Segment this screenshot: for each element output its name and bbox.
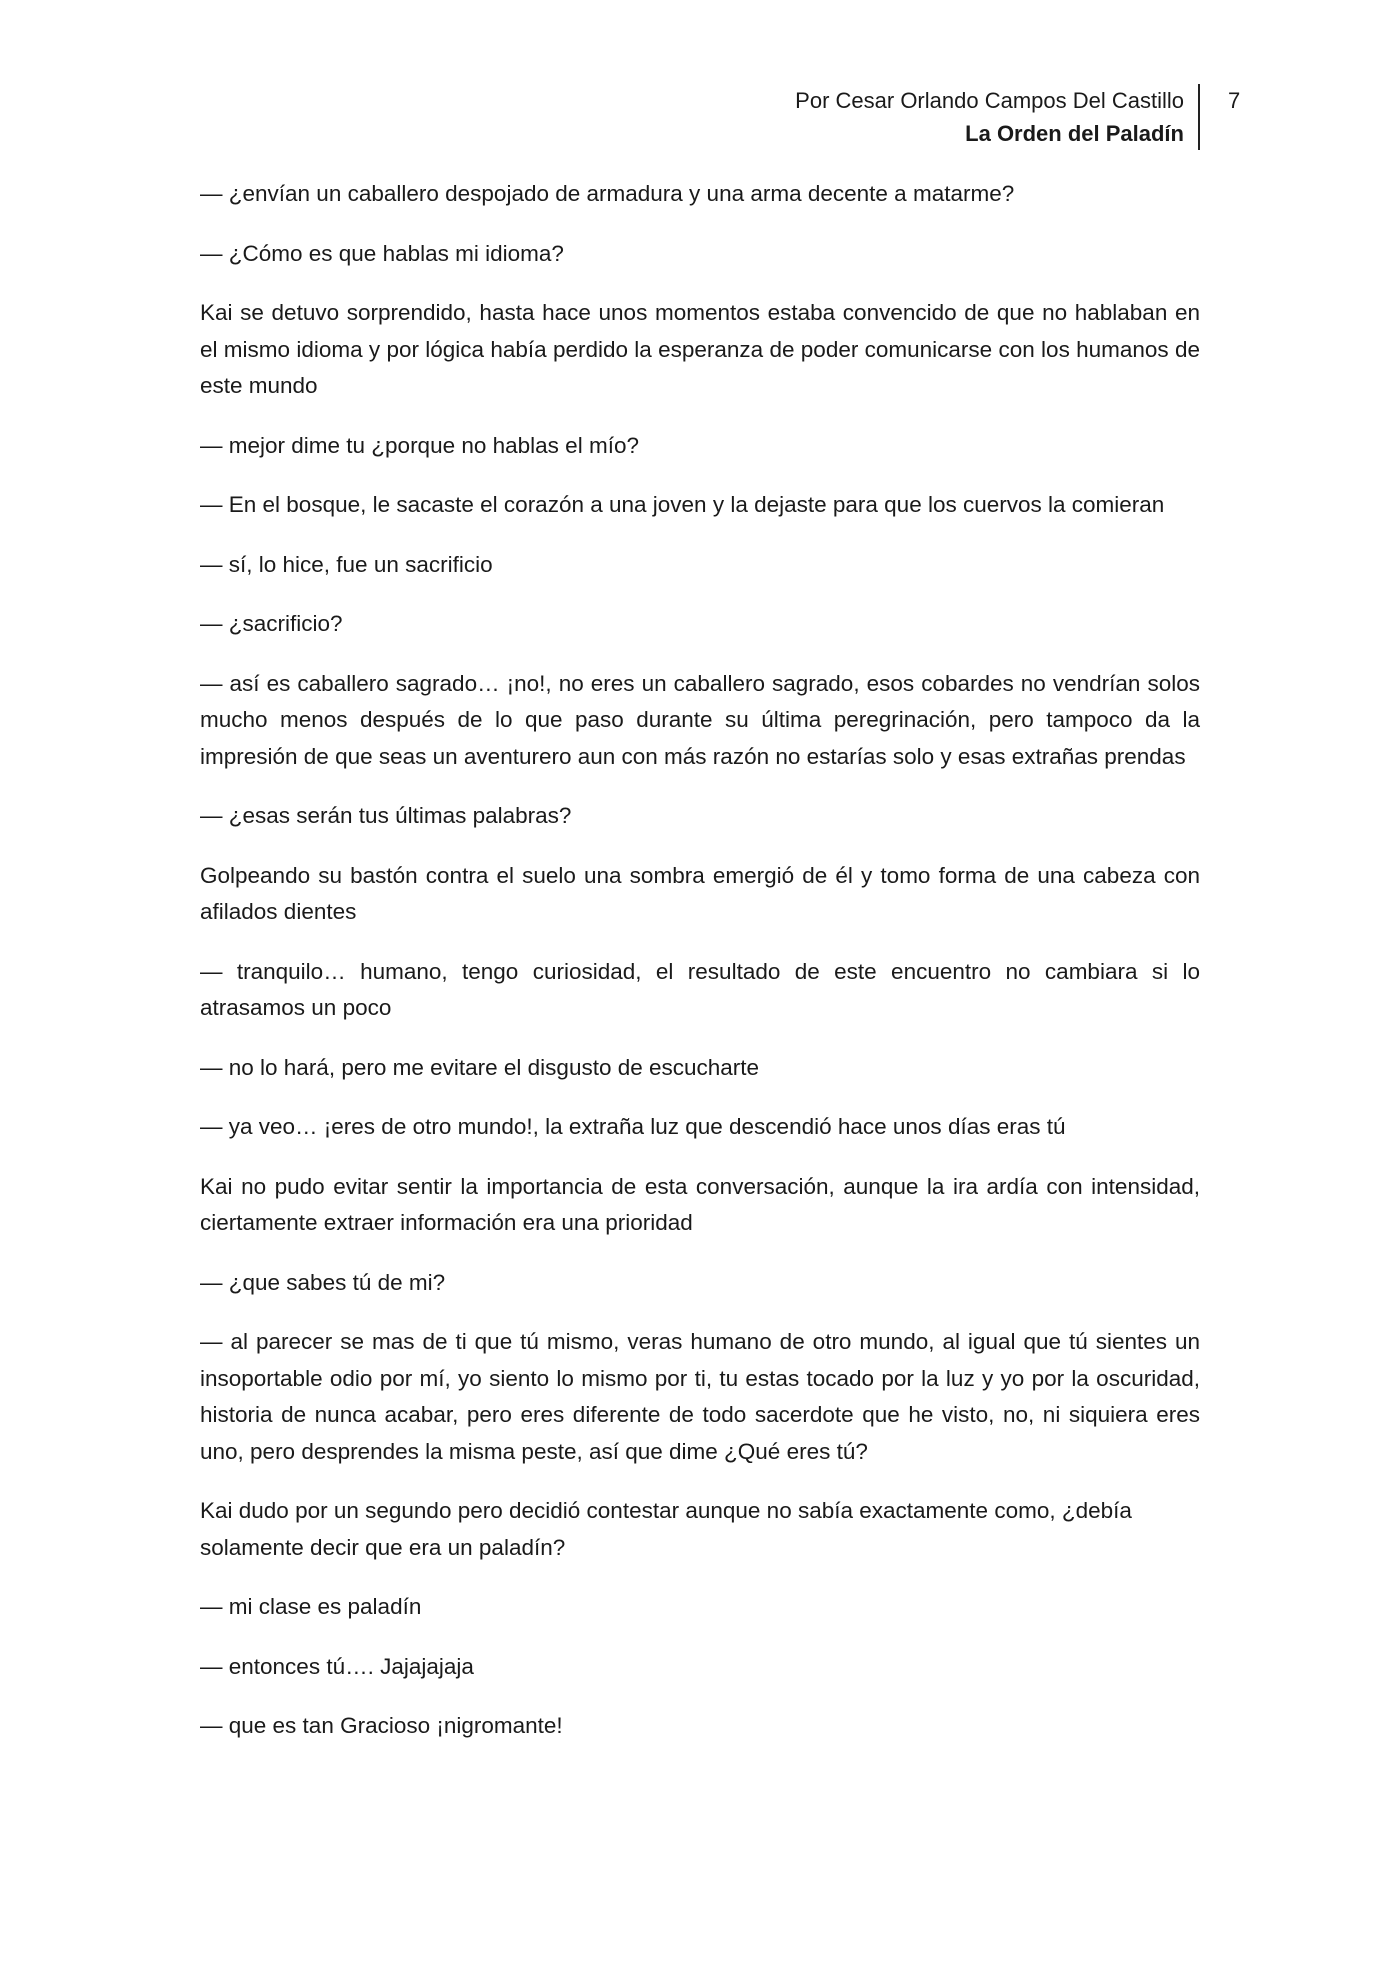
paragraph: Kai se detuvo sorprendido, hasta hace unos momentos estaba convencido de que no hablaban en el mismo idioma y por lógica había perdido la esperanza de poder comunicarse con los humanos de este mundo [200, 300, 1200, 398]
paragraph: — ¿que sabes tú de mi? [200, 1269, 446, 1295]
paragraph: — ¿sacrificio? [200, 611, 343, 636]
body-text [200, 176, 1200, 1768]
paragraph: — entonces tú…. Jajajajaja [200, 1653, 474, 1679]
page-number: 7 [1228, 88, 1241, 113]
page-header [795, 84, 1200, 150]
paragraph: — ya veo… ¡eres de otro mundo!, la extraña luz que descendió hace unos días eras tú [200, 1114, 1066, 1139]
header-author: Por Cesar Orlando Campos Del Castillo [795, 88, 1184, 113]
paragraph: — que es tan Gracioso ¡nigromante! [200, 1713, 563, 1738]
paragraph: — mejor dime tu ¿porque no hablas el mío? [200, 432, 639, 458]
paragraph: — ¿envían un caballero despojado de armadura y una arma decente a matarme? [200, 181, 1015, 206]
paragraph: — tranquilo… humano, tengo curiosidad, el resultado de este encuentro no cambiara si lo atrasamos un poco [200, 958, 1200, 1020]
paragraph: — así es caballero sagrado… ¡no!, no eres un caballero sagrado, esos cobardes no vendrían solos mucho menos después de lo que paso durante su última peregrinación, pero tampoco da la impresión de que seas un aventurero aun con más razón no estarías solo y esas extrañas prendas [200, 670, 1200, 769]
paragraph: Golpeando su bastón contra el suelo una sombra emergió de él y tomo forma de una cabeza con afilados dientes [200, 862, 1200, 924]
paragraph: — sí, lo hice, fue un sacrificio [200, 551, 493, 577]
paragraph: — mi clase es paladín [200, 1594, 422, 1619]
header-book-title: La Orden del Paladín [965, 121, 1184, 146]
paragraph: — no lo hará, pero me evitare el disgusto de escucharte [200, 1054, 760, 1080]
paragraph: — ¿Cómo es que hablas mi idioma? [200, 240, 564, 266]
paragraph: — al parecer se mas de ti que tú mismo, veras humano de otro mundo, al igual que tú sientes un insoportable odio por mí, yo siento lo mismo por ti, tu estas tocado por la luz y yo por la oscuridad, historia de nunca acabar, pero eres diferente de todo sacerdote que he visto, no, ni siquiera eres uno, pero desprendes la misma peste, así que dime ¿Qué eres tú? [200, 1329, 1200, 1464]
paragraph: — ¿esas serán tus últimas palabras? [200, 803, 572, 828]
paragraph: Kai dudo por un segundo pero decidió contestar aunque no sabía exactamente como, ¿debía solamente decir que era un paladín? [200, 1498, 1132, 1560]
paragraph: — En el bosque, le sacaste el corazón a una joven y la dejaste para que los cuervos la comieran [200, 492, 1165, 517]
paragraph: Kai no pudo evitar sentir la importancia de esta conversación, aunque la ira ardía con intensidad, ciertamente extraer información era una prioridad [200, 1173, 1200, 1235]
